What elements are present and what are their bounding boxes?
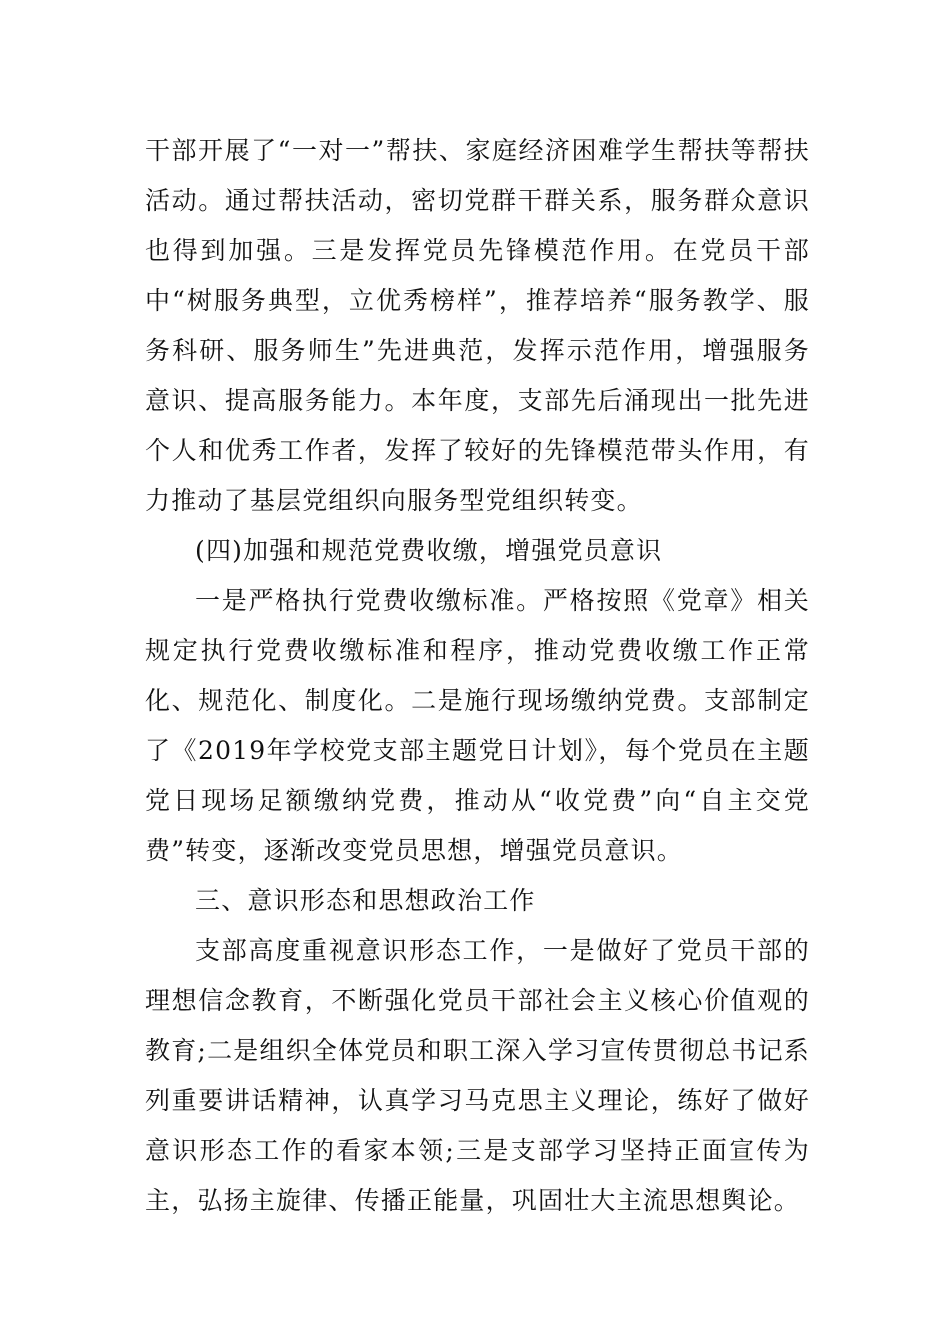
section-heading-ideology: 三、意识形态和思想政治工作 — [195, 886, 536, 915]
section-heading-party-fees: (四)加强和规范党费收缴，增强党员意识 — [195, 536, 663, 565]
paragraph-party-fees: 一是严格执行党费收缴标准。严格按照《党章》相关规定执行党费收缴标准和程序，推动党费收缴工作正常化、规范化、制度化。二是施行现场缴纳党费。支部制定了《2019年学校党支部主题党日计划》，每个党员在主题党日现场足额缴纳党费，推动从“收党费”向“自主交党费”转变，逐渐改变党员思想，增强党员意识。 — [145, 586, 810, 865]
paragraph-continuation: 干部开展了“一对一”帮扶、家庭经济困难学生帮扶等帮扶活动。通过帮扶活动，密切党群干群关系，服务群众意识也得到加强。三是发挥党员先锋模范作用。在党员干部中“树服务典型，立优秀榜样”，推荐培养“服务教学、服务科研、服务师生”先进典范，发挥示范作用，增强服务意识、提高服务能力。本年度，支部先后涌现出一批先进个人和优秀工作者，发挥了较好的先锋模范带头作用，有力推动了基层党组织向服务型党组织转变。 — [145, 136, 810, 515]
document-body — [145, 126, 810, 1226]
paragraph-ideology: 支部高度重视意识形态工作，一是做好了党员干部的理想信念教育，不断强化党员干部社会主义核心价值观的教育;二是组织全体党员和职工深入学习宣传贯彻总书记系列重要讲话精神，认真学习马克思主义理论，练好了做好意识形态工作的看家本领;三是支部学习坚持正面宣传为主，弘扬主旋律、传播正能量，巩固壮大主流思想舆论。 — [145, 936, 810, 1215]
